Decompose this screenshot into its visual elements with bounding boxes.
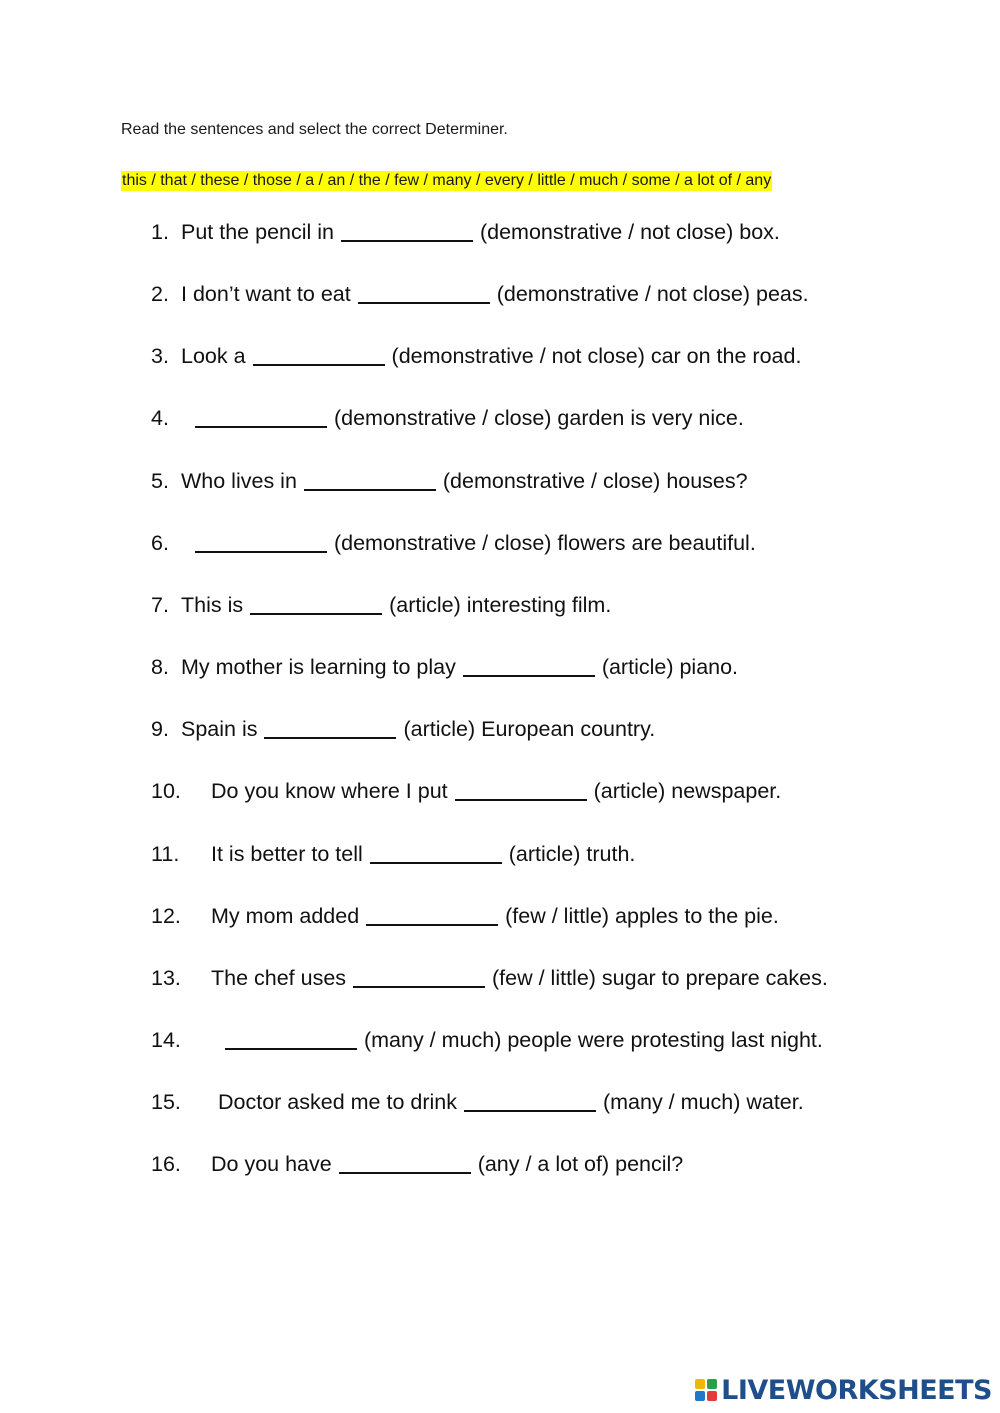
- question-item: [151, 963, 828, 993]
- question-text-before: [211, 1028, 218, 1052]
- question-text-after: (demonstrative / not close) box.: [479, 220, 780, 244]
- question-number: 1.: [151, 220, 169, 244]
- question-number: 10.: [151, 779, 181, 803]
- question-text-before: I don’t want to eat: [181, 282, 351, 306]
- answer-blank[interactable]: [464, 1088, 596, 1112]
- question-number: 16.: [151, 1152, 181, 1176]
- question-item: [151, 279, 809, 309]
- answer-blank[interactable]: [253, 342, 385, 366]
- question-number: 7.: [151, 593, 169, 617]
- question-text-before: Put the pencil in: [181, 220, 334, 244]
- question-text-after: (article) interesting film.: [389, 593, 612, 617]
- question-text-before: [181, 531, 188, 555]
- question-text-after: (many / much) water.: [602, 1090, 804, 1114]
- answer-blank[interactable]: [341, 218, 473, 242]
- question-item: [151, 217, 780, 247]
- question-item: [151, 590, 611, 620]
- question-text-after: (demonstrative / close) flowers are beautiful.: [333, 531, 756, 555]
- question-number: 12.: [151, 904, 181, 928]
- question-text-after: (many / much) people were protesting last night.: [363, 1028, 823, 1052]
- question-text-before: Who lives in: [181, 469, 297, 493]
- question-item: [151, 341, 801, 371]
- question-item: [151, 901, 779, 931]
- liveworksheets-logo[interactable]: [695, 1373, 992, 1407]
- question-number: 3.: [151, 344, 169, 368]
- question-text-before: Do you have: [211, 1152, 332, 1176]
- question-text-after: (demonstrative / not close) car on the road.: [391, 344, 802, 368]
- question-number: 2.: [151, 282, 169, 306]
- word-bank: this / that / these / those / a / an / the / few / many / every / little / much / some / a lot of / any: [122, 172, 772, 189]
- question-text-before: Do you know where I put: [211, 779, 448, 803]
- question-text-before: [181, 406, 188, 430]
- question-item: [151, 652, 738, 682]
- answer-blank[interactable]: [195, 404, 327, 428]
- answer-blank[interactable]: [358, 280, 490, 304]
- answer-blank[interactable]: [353, 964, 485, 988]
- question-text-after: (article) truth.: [508, 842, 636, 866]
- logo-square-icon: [695, 1379, 705, 1389]
- question-text-before: My mom added: [211, 904, 360, 928]
- question-number: 5.: [151, 469, 169, 493]
- question-text-after: (article) European country.: [403, 717, 656, 741]
- question-number: 6.: [151, 531, 169, 555]
- question-number: 9.: [151, 717, 169, 741]
- logo-square-icon: [707, 1391, 717, 1401]
- question-text-after: (demonstrative / not close) peas.: [496, 282, 809, 306]
- instruction-text: Read the sentences and select the correct Determiner.: [121, 121, 508, 138]
- answer-blank[interactable]: [195, 529, 327, 553]
- question-text-after: (few / little) apples to the pie.: [505, 904, 779, 928]
- question-text-after: (demonstrative / close) houses?: [442, 469, 748, 493]
- question-text-after: (any / a lot of) pencil?: [477, 1152, 684, 1176]
- question-item: [151, 1149, 683, 1179]
- answer-blank[interactable]: [455, 777, 587, 801]
- question-text-before: It is better to tell: [211, 842, 363, 866]
- question-item: [151, 1087, 804, 1117]
- logo-square-icon: [695, 1391, 705, 1401]
- answer-blank[interactable]: [370, 840, 502, 864]
- question-item: [151, 528, 756, 558]
- logo-grid-icon: [695, 1379, 717, 1401]
- question-number: 8.: [151, 655, 169, 679]
- question-text-before: This is: [181, 593, 244, 617]
- question-number: 4.: [151, 406, 169, 430]
- answer-blank[interactable]: [463, 653, 595, 677]
- answer-blank[interactable]: [366, 902, 498, 926]
- question-number: 13.: [151, 966, 181, 990]
- question-text-before: Doctor asked me to drink: [218, 1090, 457, 1114]
- answer-blank[interactable]: [339, 1150, 471, 1174]
- question-text-before: The chef uses: [211, 966, 347, 990]
- question-text-before: Look a: [181, 344, 246, 368]
- question-item: [151, 466, 748, 496]
- question-text-after: (article) newspaper.: [593, 779, 782, 803]
- question-number: 14.: [151, 1028, 181, 1052]
- question-item: [151, 839, 635, 869]
- question-item: [151, 714, 655, 744]
- question-item: [151, 776, 781, 806]
- answer-blank[interactable]: [225, 1026, 357, 1050]
- answer-blank[interactable]: [304, 467, 436, 491]
- question-text-after: (few / little) sugar to prepare cakes.: [492, 966, 828, 990]
- question-text-after: (demonstrative / close) garden is very nice.: [333, 406, 744, 430]
- answer-blank[interactable]: [264, 715, 396, 739]
- question-text-before: Spain is: [181, 717, 258, 741]
- logo-text: LIVEWORKSHEETS: [721, 1374, 992, 1406]
- question-number: 15.: [151, 1090, 181, 1114]
- question-item: [151, 403, 744, 433]
- question-item: [151, 1025, 823, 1055]
- logo-square-icon: [707, 1379, 717, 1389]
- question-text-before: My mother is learning to play: [181, 655, 456, 679]
- question-number: 11.: [151, 842, 180, 866]
- answer-blank[interactable]: [250, 591, 382, 615]
- question-text-after: (article) piano.: [601, 655, 739, 679]
